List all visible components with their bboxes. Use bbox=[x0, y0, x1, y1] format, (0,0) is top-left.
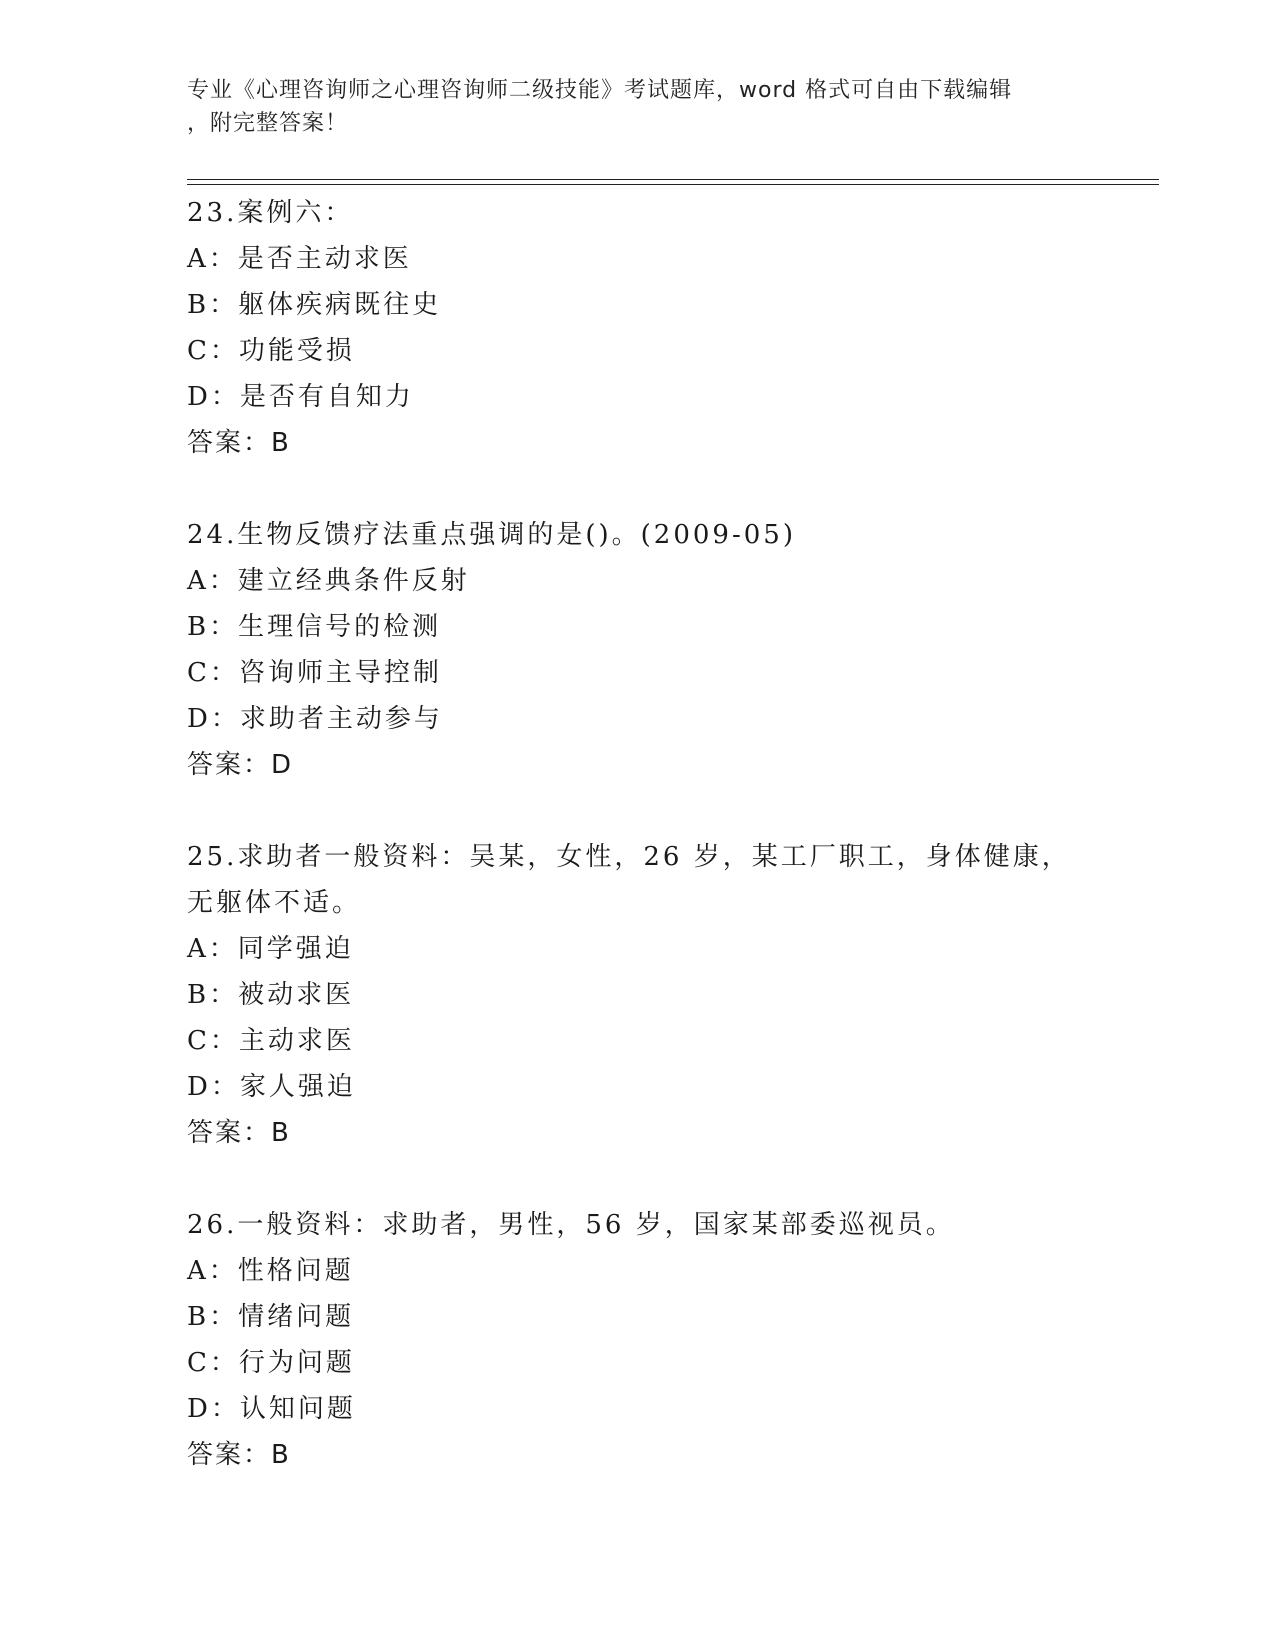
option-d: D：认知问题 bbox=[187, 1394, 356, 1424]
header-divider-top bbox=[187, 179, 1159, 180]
question-24 bbox=[187, 512, 1087, 788]
option-b: B：情绪问题 bbox=[187, 1302, 355, 1332]
option-a: A：建立经典条件反射 bbox=[187, 566, 470, 596]
option-b: B：被动求医 bbox=[187, 980, 355, 1010]
document-header bbox=[187, 74, 1087, 140]
question-23 bbox=[187, 190, 1087, 466]
question-25 bbox=[187, 834, 1087, 1156]
option-b: B：生理信号的检测 bbox=[187, 612, 442, 642]
option-c: C：主动求医 bbox=[187, 1026, 355, 1056]
answer-line: 答案：D bbox=[187, 750, 294, 780]
option-c: C：行为问题 bbox=[187, 1348, 355, 1378]
answer-line: 答案：B bbox=[187, 1440, 291, 1470]
option-a: A：是否主动求医 bbox=[187, 244, 412, 274]
answer-line: 答案：B bbox=[187, 1118, 291, 1148]
header-divider-bottom bbox=[187, 184, 1159, 185]
question-stem: 25.求助者一般资料：吴某，女性，26 岁，某工厂职工，身体健康，无躯体不适。 bbox=[187, 842, 1071, 918]
option-d: D：家人强迫 bbox=[187, 1072, 356, 1102]
option-c: C：功能受损 bbox=[187, 336, 355, 366]
question-stem: 26.一般资料：求助者，男性，56 岁，国家某部委巡视员。 bbox=[187, 1210, 955, 1240]
answer-line: 答案：B bbox=[187, 428, 291, 458]
question-26 bbox=[187, 1202, 1087, 1478]
question-stem: 24.生物反馈疗法重点强调的是()。(2009-05) bbox=[187, 520, 796, 550]
option-b: B：躯体疾病既往史 bbox=[187, 290, 442, 320]
question-stem: 23.案例六： bbox=[187, 198, 354, 228]
option-d: D：求助者主动参与 bbox=[187, 704, 443, 734]
option-a: A：同学强迫 bbox=[187, 934, 354, 964]
header-title-line-1: 专业《心理咨询师之心理咨询师二级技能》考试题库，word 格式可自由下载编辑 bbox=[187, 78, 1013, 103]
header-title-line-2: ，附完整答案！ bbox=[187, 111, 349, 136]
option-c: C：咨询师主导控制 bbox=[187, 658, 442, 688]
option-a: A：性格问题 bbox=[187, 1256, 354, 1286]
question-list bbox=[187, 190, 1087, 1524]
option-d: D：是否有自知力 bbox=[187, 382, 414, 412]
